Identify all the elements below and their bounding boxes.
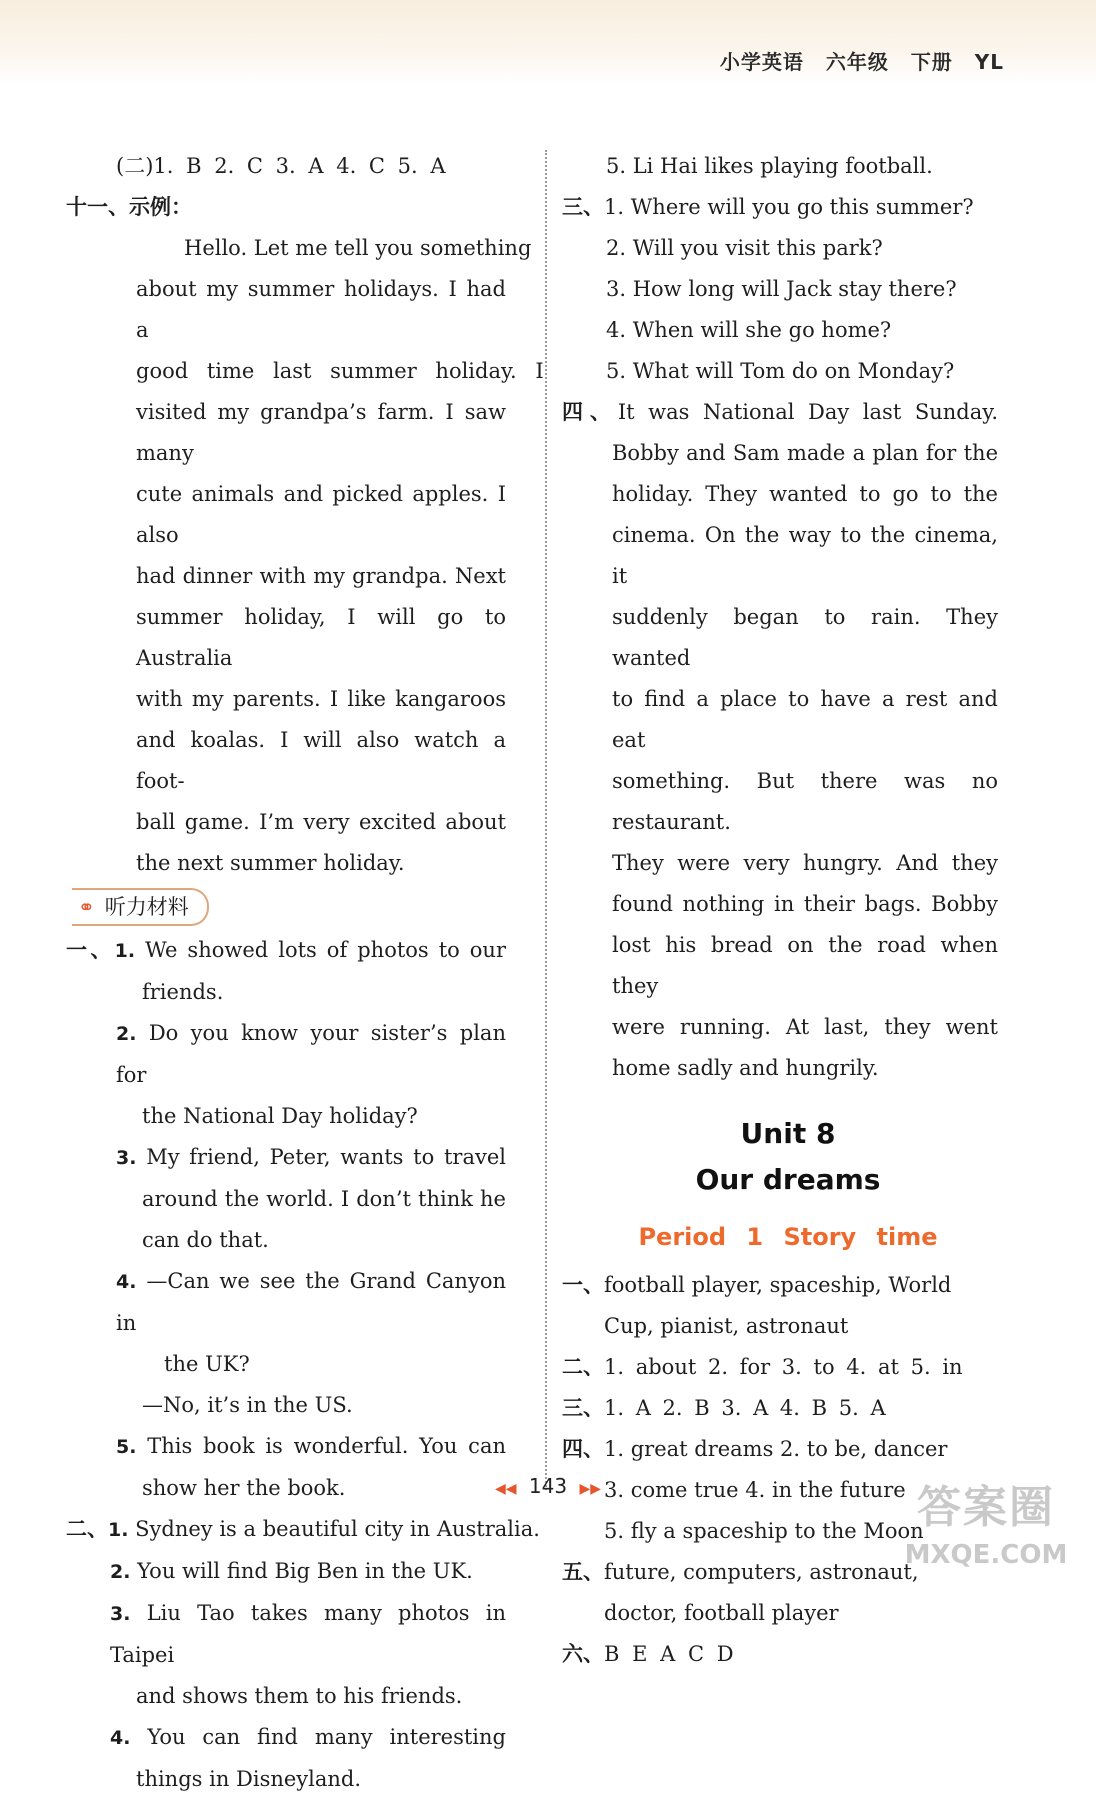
right-column xyxy=(562,146,1014,1675)
item-continuation: friends. xyxy=(142,980,224,1004)
edition-label: YL xyxy=(974,50,1004,74)
watermark-logo: 答案圈 xyxy=(917,1482,1055,1533)
section-mark: 二、 xyxy=(562,1355,604,1379)
left-column xyxy=(66,146,544,1800)
list-item xyxy=(562,1634,1014,1675)
passage-line: suddenly began to rain. They wanted xyxy=(612,605,998,670)
unit-subtitle: Our dreams xyxy=(695,1163,881,1196)
item-continuation: around the world. I don’t think he xyxy=(142,1187,506,1211)
essay-line: good time last summer holiday. I xyxy=(136,359,544,383)
passage-line: something. But there was no restaurant. xyxy=(612,769,998,834)
item-number: 1. xyxy=(114,940,136,962)
item-number: 4. xyxy=(116,1271,137,1293)
passage-line: Bobby and Sam made a plan for the xyxy=(612,441,998,465)
list-item xyxy=(66,930,506,972)
list-item xyxy=(562,1265,1014,1306)
item-text: This book is wonderful. You can xyxy=(147,1434,506,1458)
essay-line: Hello. Let me tell you something xyxy=(184,236,532,260)
item-continuation: 3. come true 4. in the future xyxy=(604,1478,906,1502)
watermark-url: MXQE.COM xyxy=(904,1540,1068,1570)
section-mark: 四、 xyxy=(562,400,618,424)
book-info xyxy=(706,46,1004,75)
item-text: B E A C D xyxy=(604,1642,734,1666)
item-text: We showed lots of photos to our xyxy=(145,938,506,962)
essay-line: ball game. I’m very excited about xyxy=(136,810,506,834)
list-item: 4. When will she go home? xyxy=(606,318,892,342)
list-item xyxy=(116,1013,506,1096)
list-item: 2. Will you visit this park? xyxy=(606,236,883,260)
section11-label: 十一、示例： xyxy=(66,195,192,219)
sample-essay xyxy=(66,228,544,884)
item-continuation: doctor, football player xyxy=(604,1601,839,1625)
item-text: You will find Big Ben in the UK. xyxy=(137,1559,473,1583)
section-mark: 二、 xyxy=(66,1517,108,1541)
section-mark: 五、 xyxy=(562,1560,604,1584)
unit-heading xyxy=(562,1111,1014,1203)
item-text: 1. great dreams 2. to be, dancer xyxy=(604,1437,948,1461)
essay-line: the next summer holiday. xyxy=(136,851,405,875)
essay-line: had dinner with my grandpa. Next xyxy=(136,564,506,588)
item-continuation: the National Day holiday? xyxy=(142,1104,418,1128)
section-mark: 三、 xyxy=(562,195,604,219)
section3-answers xyxy=(562,187,1014,392)
item-number: 5. xyxy=(116,1436,137,1458)
item-continuation: can do that. xyxy=(142,1228,269,1252)
list-item: 5. What will Tom do on Monday? xyxy=(606,359,955,383)
triangle-left-icon: ◀◀ xyxy=(495,1481,517,1497)
item-continuation: things in Disneyland. xyxy=(136,1767,362,1791)
headphones-icon: ⚭ xyxy=(78,894,95,919)
period-title: Period 1 Story time xyxy=(638,1223,938,1251)
list-item xyxy=(562,1429,1014,1470)
item-number: 2. xyxy=(110,1561,131,1583)
essay-line: and koalas. I will also watch a foot- xyxy=(136,728,506,793)
passage-line: holiday. They wanted to go to the xyxy=(612,482,998,506)
item-text: My friend, Peter, wants to travel xyxy=(146,1145,506,1169)
item-continuation: —No, it’s in the US. xyxy=(142,1393,353,1417)
item-continuation: show her the book. xyxy=(142,1476,346,1500)
item-continuation: Cup, pianist, astronaut xyxy=(604,1314,849,1338)
item-number: 2. xyxy=(116,1023,137,1045)
listening-label: 听力材料 xyxy=(104,894,189,919)
passage-line: home sadly and hungrily. xyxy=(612,1056,879,1080)
item-continuation: 5. fly a spaceship to the Moon xyxy=(604,1519,924,1543)
item-text: future, computers, astronaut, xyxy=(604,1560,919,1584)
volume-label: 下册 xyxy=(910,50,953,74)
list-item xyxy=(66,1509,540,1551)
passage-line: They were very hungry. And they xyxy=(612,851,998,875)
item-text: Do you know your sister’s plan for xyxy=(116,1021,506,1087)
essay-line: visited my grandpa’s farm. I saw many xyxy=(136,400,506,465)
item-text: football player, spaceship, World xyxy=(604,1273,952,1297)
subject-label: 小学英语 xyxy=(719,50,804,74)
unit-title: Unit 8 xyxy=(740,1117,836,1150)
list-item xyxy=(66,1551,518,1593)
list-item xyxy=(116,1137,506,1179)
item-number: 1. xyxy=(108,1519,129,1541)
item-text: Liu Tao takes many photos in Taipei xyxy=(110,1601,506,1667)
list-item: 3. How long will Jack stay there? xyxy=(606,277,957,301)
section-mark: 一、 xyxy=(562,1273,604,1297)
list-item xyxy=(562,187,1014,228)
essay-line: with my parents. I like kangaroos xyxy=(136,687,506,711)
listening-section-1 xyxy=(66,930,518,1509)
listening-section-2 xyxy=(66,1509,540,1800)
item-number: 3. xyxy=(110,1603,131,1625)
item-continuation: the UK? xyxy=(164,1352,250,1376)
section-mark: 六、 xyxy=(562,1642,604,1666)
item-number: 4. xyxy=(110,1727,131,1749)
list-item xyxy=(110,1717,506,1759)
item-text: It was National Day last Sunday. xyxy=(617,400,998,424)
list-item xyxy=(116,1426,506,1468)
list-item xyxy=(116,1261,506,1344)
item-text: You can find many interesting xyxy=(147,1725,506,1749)
listening-material-tag xyxy=(72,888,209,926)
passage-line: to find a place to have a rest and eat xyxy=(612,687,998,752)
passage-line: found nothing in their bags. Bobby xyxy=(612,892,998,916)
essay-line: about my summer holidays. I had a xyxy=(136,277,506,342)
list-item xyxy=(562,1347,1014,1388)
passage-line xyxy=(562,392,998,433)
section-mark: 四、 xyxy=(562,1437,604,1461)
grade-label: 六年级 xyxy=(825,50,889,74)
item-text: 1. A 2. B 3. A 4. B 5. A xyxy=(604,1396,886,1420)
list-item xyxy=(110,1593,506,1676)
item-text: 1. Where will you go this summer? xyxy=(604,195,974,219)
triangle-right-icon: ▶▶ xyxy=(579,1481,601,1497)
essay-line: summer holiday, I will go to Australia xyxy=(136,605,506,670)
essay-line: cute animals and picked apples. I also xyxy=(136,482,506,547)
section-mark: 三、 xyxy=(562,1396,604,1420)
column-divider xyxy=(545,150,547,1490)
period1-answers xyxy=(562,1265,1014,1675)
item-number: 3. xyxy=(116,1147,137,1169)
part2-answers: (二)1. B 2. C 3. A 4. C 5. A xyxy=(116,154,446,178)
list-item xyxy=(562,1388,1014,1429)
section-mark: 一、 xyxy=(66,938,115,962)
item-text: 1. about 2. for 3. to 4. at 5. in xyxy=(604,1355,963,1379)
passage-line: cinema. On the way to the cinema, it xyxy=(612,523,998,588)
passage-line: were running. At last, they went xyxy=(612,1015,998,1039)
item-text: Sydney is a beautiful city in Australia. xyxy=(135,1517,540,1541)
item-continuation: and shows them to his friends. xyxy=(136,1684,463,1708)
item-text: —Can we see the Grand Canyon in xyxy=(116,1269,506,1335)
continued-answer: 5. Li Hai likes playing football. xyxy=(606,154,933,178)
passage-line: lost his bread on the road when they xyxy=(612,933,998,998)
page-number: 143 xyxy=(528,1474,568,1498)
site-watermark xyxy=(898,1478,1074,1588)
section4-passage xyxy=(562,392,1014,1089)
